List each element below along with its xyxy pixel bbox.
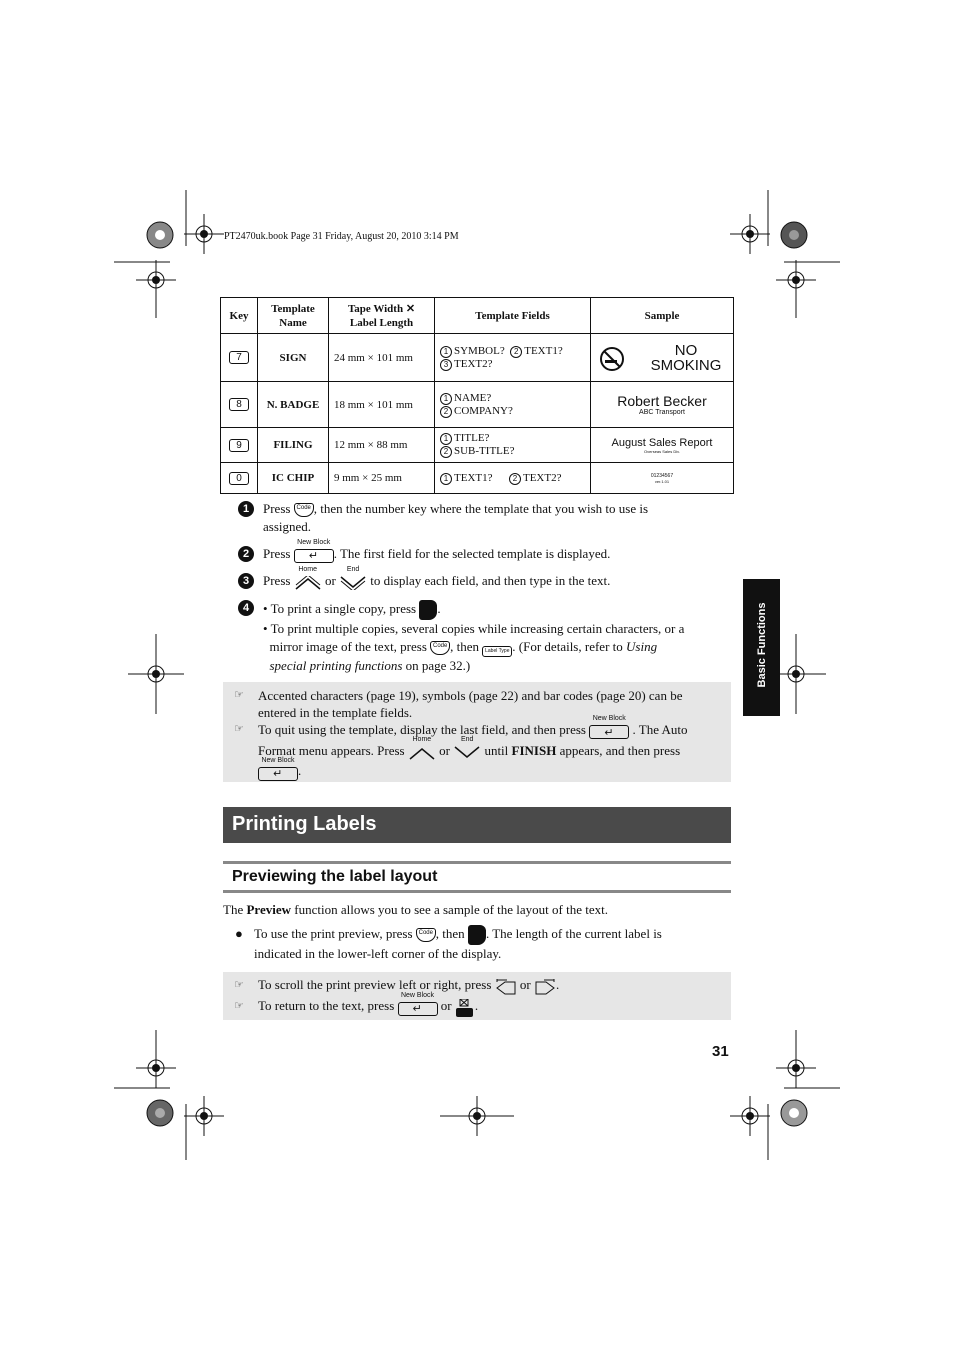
section-title: Printing Labels xyxy=(223,807,731,843)
step-1-number: 1 xyxy=(238,501,254,517)
sample-sub-text: ABC Transport xyxy=(639,409,685,416)
sample-sign xyxy=(591,334,734,382)
sample-badge xyxy=(591,382,734,428)
note-hand-icon: ☞ xyxy=(234,722,244,735)
template-size: 18 mm × 101 mm xyxy=(329,382,435,428)
note-hand-icon: ☞ xyxy=(234,978,244,991)
sample-sub-text: Overseas Sales Div. xyxy=(644,448,680,454)
step-1-text: Press Code , then the number key where the template that you wish to use is assigned. xyxy=(263,501,649,534)
col-size: Tape Width ✕ Label Length xyxy=(329,298,435,334)
side-tab-label: Basic Functions xyxy=(756,602,768,688)
new-block-key-icon: New Block ↵ xyxy=(258,764,298,781)
note-box-template-tips: ☞ Accented characters (page 19), symbols (page 22) and bar codes (page 20) can be entered in the template fields. ☞ To quit using the template, display the last field, and then press New Block ↵ . The Auto Format menu appears. Press Home or End until FINISH appears, and then press New Block ↵. xyxy=(223,682,731,782)
step-2-text: Press New Block ↵. The first field for the selected template is displayed. xyxy=(263,545,733,564)
side-tab xyxy=(743,579,780,716)
template-fields: 1 SYMBOL? 2 TEXT1? 3 TEXT2? xyxy=(435,334,591,382)
sample-main-text: 01234567 xyxy=(650,472,674,479)
template-name: N. BADGE xyxy=(258,382,329,428)
note-box-preview-tips: ☞ To scroll the print preview left or right, press or . ☞ To return to the text, press New Block ↵ or . xyxy=(223,972,731,1020)
sample-filing xyxy=(591,428,734,463)
preview-key-icon xyxy=(468,925,486,945)
escape-key-icon xyxy=(455,998,475,1017)
preview-bullet: To use the print preview, press Code , then . The length of the current label is indicated in the lower-left corner of the display. xyxy=(254,926,662,962)
new-block-key-icon: New Block ↵ xyxy=(398,999,438,1016)
key-7: 7 xyxy=(229,351,249,364)
no-smoking-icon xyxy=(599,346,625,372)
key-8: 8 xyxy=(229,398,249,411)
label-type-key-icon: Label Type xyxy=(482,639,512,657)
col-key: Key xyxy=(221,298,258,334)
cursor-right-key-icon xyxy=(534,977,556,996)
preview-intro: The Preview function allows you to see a sample of the layout of the text. xyxy=(223,902,608,917)
table-row xyxy=(221,382,734,428)
template-name: SIGN xyxy=(258,334,329,382)
template-fields: 1 TITLE? 2 SUB-TITLE? xyxy=(435,428,591,463)
code-key-icon: Code xyxy=(294,503,314,517)
note-hand-icon: ☞ xyxy=(234,999,244,1012)
bullet-dot: ● xyxy=(235,926,243,941)
sample-main-text: Robert Becker xyxy=(617,393,707,409)
note-hand-icon: ☞ xyxy=(234,688,244,701)
sample-main-text: NO SMOKING xyxy=(650,341,722,374)
new-block-key-icon: New Block ↵ xyxy=(294,546,334,564)
template-size: 9 mm × 25 mm xyxy=(329,463,435,494)
template-size: 24 mm × 101 mm xyxy=(329,334,435,382)
code-key-icon: Code xyxy=(416,928,436,942)
step-3-number: 3 xyxy=(238,573,254,589)
template-name: IC CHIP xyxy=(258,463,329,494)
template-fields: 1 TEXT1? 2 TEXT2? xyxy=(435,463,591,494)
home-key-icon: Home xyxy=(408,742,436,762)
sample-sub-text: ver.1.01 xyxy=(654,478,670,484)
print-header: PT2470uk.book Page 31 Friday, August 20, 2010 3:14 PM xyxy=(224,231,459,242)
table-row xyxy=(221,428,734,463)
sample-main-text: August Sales Report xyxy=(611,436,713,449)
template-table xyxy=(220,297,734,494)
page-number: 31 xyxy=(712,1043,729,1060)
home-key-icon: Home xyxy=(294,573,322,591)
col-sample: Sample xyxy=(591,298,734,334)
cursor-left-key-icon xyxy=(495,977,517,996)
col-fields: Template Fields xyxy=(435,298,591,334)
key-9: 9 xyxy=(229,439,249,452)
code-key-icon: Code xyxy=(430,641,450,655)
end-key-icon: End xyxy=(453,742,481,762)
step-3-text: Press Home or End to display each field, and then type in the text. xyxy=(263,572,733,591)
table-row xyxy=(221,463,734,494)
step-4-text: • To print a single copy, press . • To print multiple copies, several copies while increasing certain characters, or a mirror image of the text, press Code , then Label Type . (For details, refer to Using special printing functions on page 32.) xyxy=(263,601,685,673)
end-key-icon: End xyxy=(339,573,367,591)
print-key-icon xyxy=(419,600,437,620)
step-2-number: 2 xyxy=(238,546,254,562)
col-template-name: Template Name xyxy=(258,298,329,334)
table-row xyxy=(221,334,734,382)
new-block-key-icon: New Block ↵ xyxy=(589,721,629,741)
step-4-number: 4 xyxy=(238,600,254,616)
template-name: FILING xyxy=(258,428,329,463)
template-fields: 1 NAME? 2 COMPANY? xyxy=(435,382,591,428)
template-size: 12 mm × 88 mm xyxy=(329,428,435,463)
sample-chip xyxy=(591,463,734,494)
subsection-title: Previewing the label layout xyxy=(223,861,731,893)
key-0: 0 xyxy=(229,472,249,485)
